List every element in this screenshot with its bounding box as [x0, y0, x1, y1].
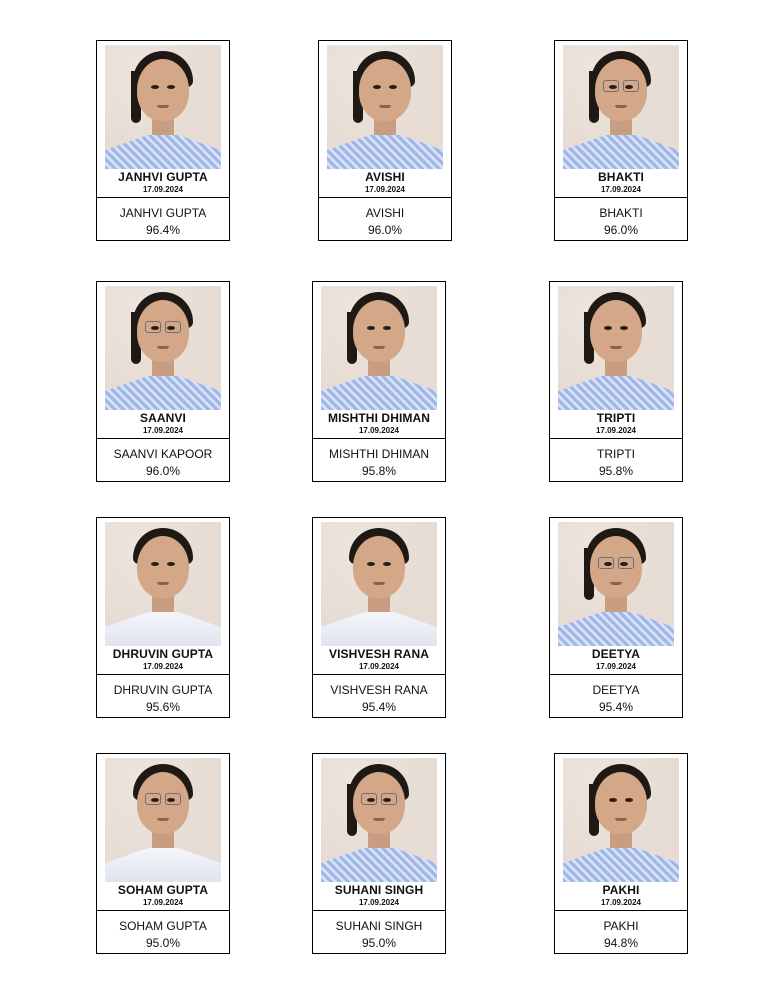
student-name: PAKHI	[603, 919, 639, 933]
photo-caption-date: 17.09.2024	[142, 662, 184, 671]
photo-face	[137, 536, 189, 598]
photo-caption-name: VISHVESH RANA	[329, 647, 429, 661]
student-info	[550, 438, 682, 483]
student-name: DEETYA	[592, 683, 640, 697]
left-eye	[151, 85, 159, 89]
student-card	[312, 281, 446, 482]
photo-caption-name: SOHAM GUPTA	[117, 883, 209, 897]
photo-mouth	[610, 346, 622, 349]
student-card	[96, 281, 230, 482]
student-info	[313, 910, 445, 955]
student-percentage: 95.0%	[361, 936, 397, 950]
photo-caption-date: 17.09.2024	[142, 898, 184, 907]
student-info	[313, 438, 445, 483]
student-percentage: 96.0%	[367, 223, 403, 237]
photo-caption-name: JANHVI GUPTA	[118, 170, 208, 184]
student-name: AVISHI	[365, 206, 405, 220]
photo-face	[353, 536, 405, 598]
student-card	[312, 517, 446, 718]
student-card	[549, 517, 683, 718]
left-eye	[367, 562, 375, 566]
glasses-icon	[361, 793, 397, 805]
student-photo	[105, 522, 221, 674]
photo-mouth	[157, 818, 169, 821]
photo-face	[595, 772, 647, 834]
left-eye	[151, 562, 159, 566]
photo-mouth	[610, 582, 622, 585]
photo-face	[590, 300, 642, 362]
right-eye	[167, 562, 175, 566]
photo-caption-name: DHRUVIN GUPTA	[112, 647, 214, 661]
student-name: SAANVI KAPOOR	[113, 447, 213, 461]
student-name: JANHVI GUPTA	[119, 206, 207, 220]
photo-face	[353, 300, 405, 362]
student-photo	[105, 45, 221, 197]
student-percentage: 95.8%	[598, 464, 634, 478]
student-percentage: 96.0%	[145, 464, 181, 478]
student-card	[96, 40, 230, 241]
student-info	[555, 197, 687, 242]
photo-caption-date: 17.09.2024	[142, 185, 184, 194]
photo-mouth	[615, 818, 627, 821]
photo-caption-date: 17.09.2024	[358, 662, 400, 671]
photo-caption-name: BHAKTI	[598, 170, 644, 184]
student-info	[319, 197, 451, 242]
student-percentage: 95.4%	[598, 700, 634, 714]
glasses-icon	[145, 321, 181, 333]
photo-caption-date: 17.09.2024	[358, 426, 400, 435]
student-photo	[321, 286, 437, 438]
left-eye	[367, 326, 375, 330]
student-percentage: 95.0%	[145, 936, 181, 950]
student-info	[550, 674, 682, 719]
student-card	[96, 517, 230, 718]
student-card	[318, 40, 452, 241]
student-info	[313, 674, 445, 719]
right-eye	[620, 326, 628, 330]
student-name: SOHAM GUPTA	[119, 919, 207, 933]
student-name: VISHVESH RANA	[330, 683, 428, 697]
student-name: MISHTHI DHIMAN	[329, 447, 429, 461]
student-name: SUHANI SINGH	[335, 919, 423, 933]
photo-mouth	[157, 582, 169, 585]
student-photo	[327, 45, 443, 197]
photo-caption-name: PAKHI	[602, 883, 640, 897]
student-photo	[321, 758, 437, 910]
right-eye	[383, 562, 391, 566]
right-eye	[167, 85, 175, 89]
student-info	[97, 197, 229, 242]
photo-caption-date: 17.09.2024	[364, 185, 406, 194]
student-photo	[105, 286, 221, 438]
photo-caption-date: 17.09.2024	[358, 898, 400, 907]
photo-face	[359, 59, 411, 121]
student-name: DHRUVIN GUPTA	[113, 683, 213, 697]
right-eye	[389, 85, 397, 89]
photo-caption-name: DEETYA	[591, 647, 641, 661]
student-photo	[558, 522, 674, 674]
glasses-icon	[145, 793, 181, 805]
photo-caption-date: 17.09.2024	[595, 426, 637, 435]
photo-caption-date: 17.09.2024	[142, 426, 184, 435]
photo-mouth	[379, 105, 391, 108]
photo-mouth	[373, 346, 385, 349]
photo-mouth	[157, 346, 169, 349]
left-eye	[609, 798, 617, 802]
photo-caption-name: AVISHI	[365, 170, 405, 184]
student-percentage: 96.0%	[603, 223, 639, 237]
right-eye	[625, 798, 633, 802]
glasses-icon	[598, 557, 634, 569]
student-card	[312, 753, 446, 954]
student-photo	[558, 286, 674, 438]
student-percentage: 96.4%	[145, 223, 181, 237]
photo-caption-date: 17.09.2024	[600, 898, 642, 907]
photo-face	[137, 59, 189, 121]
student-photo	[321, 522, 437, 674]
photo-caption-name: SUHANI SINGH	[334, 883, 424, 897]
photo-mouth	[373, 582, 385, 585]
photo-caption-name: SAANVI	[140, 411, 186, 425]
student-photo	[563, 45, 679, 197]
photo-mouth	[615, 105, 627, 108]
student-photo	[563, 758, 679, 910]
photo-caption-date: 17.09.2024	[600, 185, 642, 194]
glasses-icon	[603, 80, 639, 92]
student-info	[555, 910, 687, 955]
right-eye	[383, 326, 391, 330]
student-percentage: 95.6%	[145, 700, 181, 714]
photo-mouth	[157, 105, 169, 108]
student-info	[97, 910, 229, 955]
student-card	[554, 753, 688, 954]
student-info	[97, 438, 229, 483]
left-eye	[373, 85, 381, 89]
photo-caption-date: 17.09.2024	[595, 662, 637, 671]
student-info	[97, 674, 229, 719]
photo-mouth	[373, 818, 385, 821]
student-name: TRIPTI	[597, 447, 635, 461]
student-name: BHAKTI	[599, 206, 643, 220]
student-photo	[105, 758, 221, 910]
photo-caption-name: MISHTHI DHIMAN	[327, 411, 431, 425]
left-eye	[604, 326, 612, 330]
student-card	[96, 753, 230, 954]
student-percentage: 95.4%	[361, 700, 397, 714]
photo-caption-name: TRIPTI	[596, 411, 636, 425]
student-percentage: 94.8%	[603, 936, 639, 950]
student-card	[549, 281, 683, 482]
student-percentage: 95.8%	[361, 464, 397, 478]
student-card	[554, 40, 688, 241]
